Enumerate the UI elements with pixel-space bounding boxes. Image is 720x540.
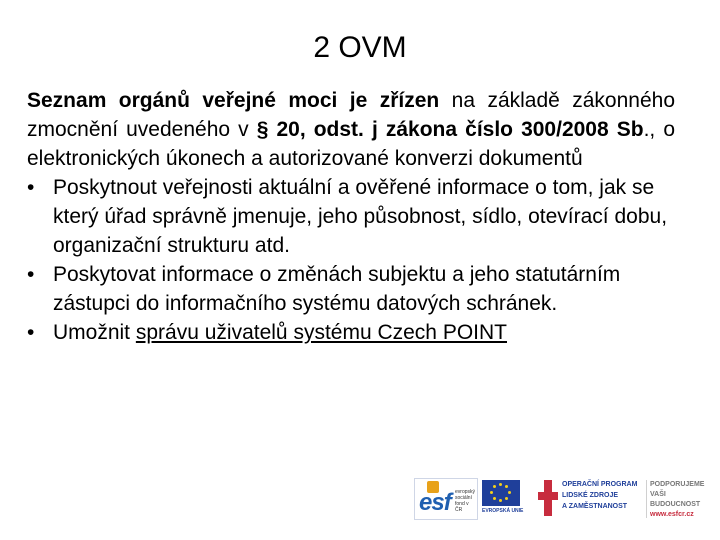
support-line: VAŠI BUDOUCNOST	[650, 491, 701, 508]
bullet-item	[27, 173, 675, 260]
logo-divider	[646, 480, 647, 518]
esf-subtext: evropský sociální fond v ČR	[455, 489, 476, 513]
bullet-list	[27, 173, 675, 347]
bullet-item	[27, 318, 675, 347]
support-line: PODPORUJEME	[650, 481, 705, 488]
op-logo-icon	[538, 480, 558, 516]
footer-logos	[414, 474, 704, 524]
op-line: OPERAČNÍ PROGRAM	[562, 481, 638, 488]
op-line: A ZAMĚSTNANOST	[562, 503, 628, 510]
esf-logo	[414, 478, 478, 520]
bullet-text: Poskytnout veřejnosti aktuální a ověřené informace o tom, jak se který úřad správně jmenuje, jeho působnost, sídlo, otevírací dobu, organizační strukturu atd.	[53, 176, 668, 257]
intro-paragraph	[27, 86, 675, 173]
op-line: LIDSKÉ ZDROJE	[562, 492, 619, 499]
intro-text-2: ., o elektronických úkonech a autorizované konverzi dokumentů	[27, 118, 676, 170]
bullet-item	[27, 260, 675, 318]
bullet-text: Poskytovat informace o změnách subjektu a jeho statutárním zástupci do informačního systému datových schránek.	[53, 263, 621, 315]
slide-title: 2 OVM	[313, 31, 407, 64]
op-program-text	[562, 479, 642, 512]
intro-bold-law: § 20, odst. j zákona číslo 300/2008 Sb	[256, 118, 644, 141]
intro-text-1: na základě zákonného zmocnění uvedeného v	[27, 89, 675, 141]
czech-point-link[interactable]: správu uživatelů systému Czech POINT	[135, 321, 507, 344]
slide-body	[27, 86, 675, 347]
support-text	[650, 480, 710, 520]
bullet-text: Umožnit	[53, 321, 136, 344]
intro-bold-1: Seznam orgánů veřejné moci je zřízen	[27, 89, 440, 112]
eu-flag-icon	[482, 480, 520, 506]
support-url: www.esfcr.cz	[650, 511, 694, 518]
eu-label: EVROPSKÁ UNIE	[482, 508, 524, 514]
esf-logo-text: esf	[419, 489, 451, 516]
